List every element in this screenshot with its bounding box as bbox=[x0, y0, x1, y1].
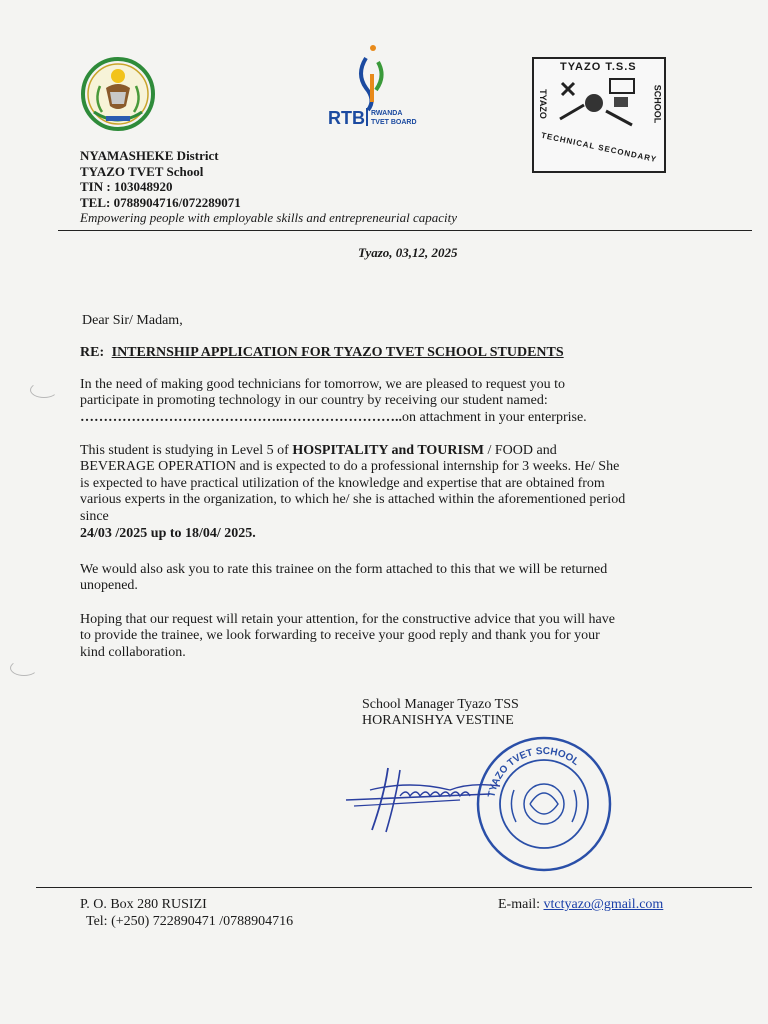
rtb-logo bbox=[326, 44, 422, 134]
footer-tel: Tel: (+250) 722890471 /0788904716 bbox=[86, 914, 294, 929]
email-link[interactable]: vtctyazo@gmail.com bbox=[543, 897, 664, 912]
stamp-text: TYAZO TVET SCHOOL bbox=[486, 745, 581, 799]
letterhead bbox=[80, 148, 680, 210]
paragraph-3 bbox=[80, 562, 760, 595]
email-label: E-mail: bbox=[498, 897, 544, 912]
p2-a: This student is studying in Level 5 of bbox=[80, 443, 293, 458]
p2-line1 bbox=[80, 443, 760, 459]
motto: Empowering people with employable skills and entrepreneurial capacity bbox=[80, 210, 458, 225]
p4-line1: Hoping that our request will retain your attention, for the constructive advice that you will have bbox=[80, 612, 615, 627]
program-name: HOSPITALITY and TOURISM bbox=[292, 443, 484, 458]
subject: INTERNSHIP APPLICATION FOR TYAZO TVET SCHOOL STUDENTS bbox=[111, 345, 564, 360]
paragraph-1 bbox=[80, 377, 750, 426]
signer-title: School Manager Tyazo TSS bbox=[362, 697, 519, 712]
letter-date: Tyazo, 03,12, 2025 bbox=[358, 245, 458, 260]
school-logo-bottom: TECHNICAL SECONDARY bbox=[540, 130, 658, 165]
p2-line4: various experts in the organization, to which he/ she is attached within the aforementioned period bbox=[80, 492, 626, 508]
salutation: Dear Sir/ Madam, bbox=[82, 313, 183, 328]
school-name: TYAZO TVET School bbox=[80, 163, 204, 179]
p1-line1: In the need of making good technicians for tomorrow, we are pleased to request you to bbox=[80, 377, 566, 392]
scan-mark bbox=[10, 660, 38, 676]
p2-line3: is expected to have practical utilization of the knowledge and expertise that are obtained from bbox=[80, 475, 605, 491]
p1-line2: participate in promoting technology in our country by receiving our student named: bbox=[80, 393, 548, 409]
footer-pobox: P. O. Box 280 RUSIZI bbox=[80, 897, 207, 912]
student-name-blank: ……………………………………..…………………….. bbox=[80, 409, 402, 425]
school-logo-top: TYAZO T.S.S bbox=[560, 61, 637, 73]
p2-line5: since bbox=[80, 508, 109, 524]
p4-line3: kind collaboration. bbox=[80, 644, 186, 660]
rtb-divider bbox=[366, 108, 368, 126]
rtb-line2: TVET BOARD bbox=[371, 119, 417, 126]
telephone: TEL: 0788904716/072289071 bbox=[80, 194, 241, 210]
scan-mark bbox=[30, 382, 58, 398]
school-logo-left: TYAZO bbox=[537, 89, 548, 119]
signer-name: HORANISHYA VESTINE bbox=[362, 713, 514, 729]
header-rule bbox=[58, 230, 752, 231]
p1-line3 bbox=[80, 410, 750, 426]
subject-line bbox=[80, 345, 564, 361]
footer-rule bbox=[36, 887, 752, 888]
school-logo-right: SCHOOL bbox=[652, 84, 663, 124]
p2-c: / FOOD and bbox=[483, 443, 557, 458]
p4-line2: to provide the trainee, we look forwarding to receive your good reply and thank you for your bbox=[80, 628, 600, 644]
paragraph-4 bbox=[80, 612, 760, 661]
signature-block bbox=[362, 697, 519, 730]
p3-line2: unopened. bbox=[80, 578, 138, 594]
footer-email bbox=[498, 897, 663, 913]
coat-of-arms-logo bbox=[80, 56, 156, 132]
rtb-letters: RTB bbox=[328, 108, 365, 128]
p3-line1: We would also ask you to rate this trainee on the form attached to this that we will be returned bbox=[80, 562, 608, 577]
re-label: RE: bbox=[80, 345, 105, 360]
p2-line2: BEVERAGE OPERATION and is expected to do a professional internship for 3 weeks. He/ She bbox=[80, 459, 620, 475]
p1-tail: on attachment in your enterprise. bbox=[402, 409, 587, 425]
tin: TIN : 103048920 bbox=[80, 179, 173, 194]
paragraph-2 bbox=[80, 443, 760, 542]
handwritten-signature bbox=[340, 760, 510, 835]
district: NYAMASHEKE District bbox=[80, 148, 219, 163]
rtb-line1: RWANDA bbox=[371, 110, 403, 117]
internship-dates: 24/03 /2025 up to 18/04/ 2025. bbox=[80, 526, 256, 542]
